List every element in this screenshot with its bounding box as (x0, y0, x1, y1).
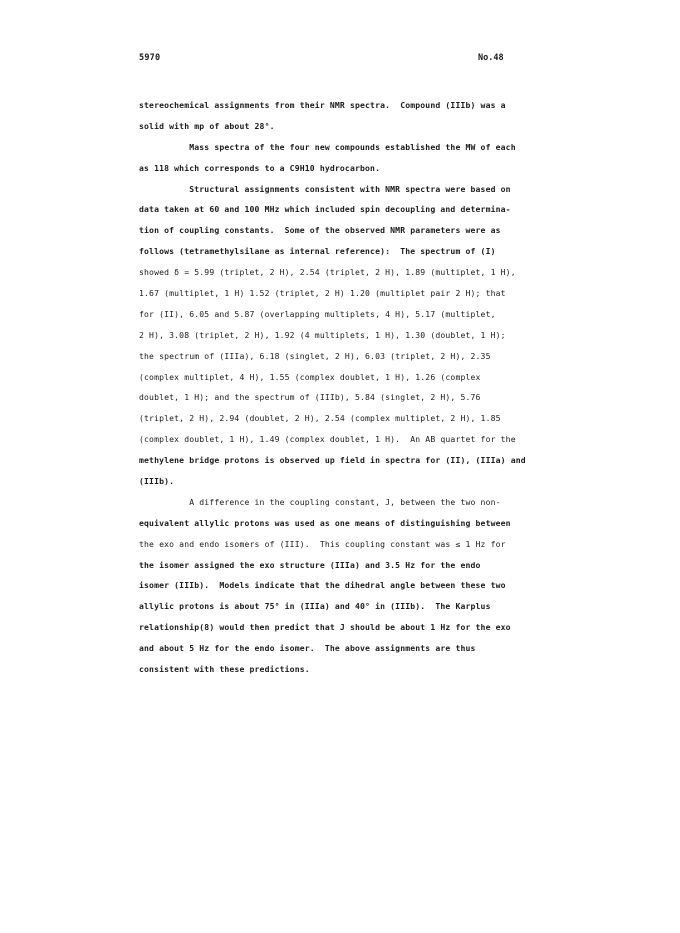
paragraph (139, 492, 559, 680)
text-line: solid with mp of about 28°. (139, 120, 275, 131)
paragraph (139, 137, 559, 179)
text-line: allylic protons is about 75° in (IIIa) and 40° in (IIIb). The Karplus (139, 601, 491, 612)
text-line: (IIIb). (139, 476, 175, 487)
paragraph (139, 179, 559, 492)
body-text (139, 95, 559, 680)
text-line: Structural assignments consistent with NMR spectra were based on (139, 183, 511, 194)
text-line: data taken at 60 and 100 MHz which included spin decoupling and determina- (139, 204, 511, 215)
text-line: (complex multiplet, 4 H), 1.55 (complex doublet, 1 H), 1.26 (complex (139, 371, 481, 382)
text-line: the exo and endo isomers of (III). This coupling constant was ≤ 1 Hz for (139, 538, 506, 549)
text-line: A difference in the coupling constant, J, between the two non- (139, 496, 501, 507)
text-line: equivalent allylic protons was used as one means of distinguishing between (139, 517, 511, 528)
text-line: Mass spectra of the four new compounds established the MW of each (139, 141, 516, 152)
paragraph (139, 95, 559, 137)
text-line: doublet, 1 H); and the spectrum of (IIIb), 5.84 (singlet, 2 H), 5.76 (139, 392, 481, 403)
journal-number: No.48 (478, 53, 504, 63)
text-line: relationship(8) would then predict that J should be about 1 Hz for the exo (139, 622, 511, 633)
text-line: as 118 which corresponds to a C9H10 hydrocarbon. (139, 162, 381, 173)
text-line: (complex doublet, 1 H), 1.49 (complex doublet, 1 H). An AB quartet for the (139, 434, 516, 445)
text-line: showed δ = 5.99 (triplet, 2 H), 2.54 (triplet, 2 H), 1.89 (multiplet, 1 H), (139, 267, 516, 278)
text-line: (triplet, 2 H), 2.94 (doublet, 2 H), 2.54 (complex multiplet, 2 H), 1.85 (139, 413, 501, 424)
page-number: 5970 (139, 53, 161, 63)
text-line: methylene bridge protons is observed up field in spectra for (II), (IIIa) and (139, 455, 526, 466)
text-line: for (II), 6.05 and 5.87 (overlapping multiplets, 4 H), 5.17 (multiplet, (139, 308, 496, 319)
text-line: tion of coupling constants. Some of the observed NMR parameters were as (139, 225, 501, 236)
text-line: the isomer assigned the exo structure (IIIa) and 3.5 Hz for the endo (139, 559, 481, 570)
text-line: 1.67 (multiplet, 1 H) 1.52 (triplet, 2 H) 1.20 (multiplet pair 2 H); that (139, 288, 506, 299)
text-line: 2 H), 3.08 (triplet, 2 H), 1.92 (4 multiplets, 1 H), 1.30 (doublet, 1 H); (139, 329, 506, 340)
text-line: and about 5 Hz for the endo isomer. The above assignments are thus (139, 643, 476, 654)
text-line: isomer (IIIb). Models indicate that the dihedral angle between these two (139, 580, 506, 591)
text-line: stereochemical assignments from their NMR spectra. Compound (IIIb) was a (139, 100, 506, 110)
text-line: consistent with these predictions. (139, 664, 310, 675)
text-line: the spectrum of (IIIa), 6.18 (singlet, 2 H), 6.03 (triplet, 2 H), 2.35 (139, 350, 491, 361)
text-line: follows (tetramethylsilane as internal reference): The spectrum of (I) (139, 246, 496, 257)
